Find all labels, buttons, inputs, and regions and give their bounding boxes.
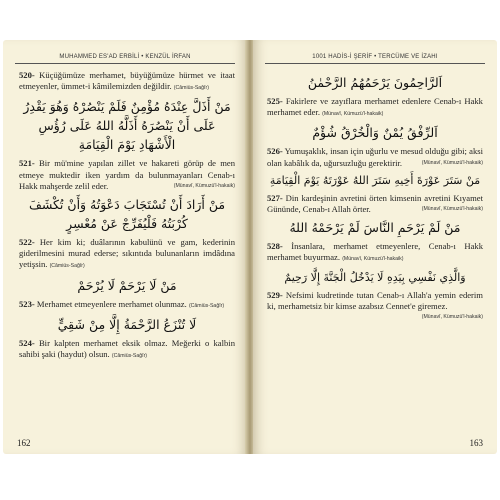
right-page — [253, 40, 497, 454]
left-page — [3, 40, 247, 454]
hadith-text: Yumuşaklık, insan için uğurlu ve mesud olduğu gibi; aksi olan kabâlık da, uğursuzluğu gerektirir. — [267, 146, 483, 168]
hadith-text: Nefsimi kudretinde tutan Cenab-ı Allah'a yemin ederim ki, merhametsiz bir kimse azabsız Cennet'e giremez. — [267, 289, 483, 311]
hadith-number: 525- — [267, 96, 283, 106]
hadith-527 — [267, 193, 483, 215]
hadith-text: Bir kalpten merhamet eksik olmaz. Meğerki o kalbin sahibi şaki (haydut) olsun. — [19, 337, 235, 360]
hadith-source: (Münavî, Kümuzü'l-hakaik) — [421, 314, 483, 321]
left-page-body — [19, 70, 235, 364]
hadith-source: (Münavî, Kümuzü'l-hakaik) — [342, 256, 404, 263]
hadith-number: 524- — [19, 337, 35, 348]
hadith-525 — [267, 96, 483, 120]
hadith-number: 529- — [267, 289, 283, 300]
hadith-source: (Câmiüs-Sağîr) — [188, 302, 225, 309]
hadith-number: 521- — [19, 158, 35, 169]
hadith-number: 523- — [19, 298, 35, 309]
hadith-text: Din kardeşinin avretini örten kimsenin avretini Kıyamet Gününde, Cenab-ı Allah örter. — [267, 192, 483, 215]
hadith-source: (Münavî, Kümuzü'l-hakaik) — [421, 206, 483, 213]
hadith-number: 522- — [19, 237, 35, 248]
right-page-header: 1001 HADİS-İ ŞERİF • TERCÜME VE İZAHI — [312, 54, 438, 60]
hadith-text: Fakirlere ve zayıflara merhamet edenlere Cenab-ı Hakk merhamet eder. — [267, 96, 483, 118]
hadith-number: 526- — [267, 146, 283, 157]
hadith-526 — [267, 146, 483, 168]
arabic-text: وَالَّذِي نَفْسِي بِيَدِهِ لَا يَدْخُلُ الْجَنَّةَ إِلَّا رَحِيمٌ — [284, 270, 466, 284]
hadith-524 — [19, 338, 235, 362]
hadith-source: (Münavî, Kümuzü'l-hakaik) — [173, 182, 235, 189]
arabic-text: مَنْ أَرَادَ أَنْ تُسْتَجَابَ دَعْوَتُهُ وَأَنْ تُكْشَفَ كُرْبَتُهُ فَلْيُفَرِّجْ عَنْ مُعْسِرٍ — [28, 197, 226, 232]
hadith-number: 520- — [19, 70, 35, 80]
arabic-text: مَنْ أَذَلَّ عِنْدَهُ مُؤْمِنٌ فَلَمْ يَنْصُرْهُ وَهُوَ يَقْدِرُ عَلَى أَنْ يَنْصُرَهُ أَذَلَّهُ اللهُ عَلَى رُؤُسِ الْأَشْهَادِ يَوْمَ الْقِيَامَةِ — [23, 99, 231, 153]
arabic-text: اَلرَّاحِمُونَ يَرْحَمُهُمُ الرَّحْمٰنُ — [307, 75, 443, 90]
hadith-number: 528- — [267, 241, 283, 252]
hadith-529 — [267, 289, 483, 321]
page-number: 163 — [469, 438, 483, 448]
hadith-text: İnsanlara, merhamet etmeyenlere, Cenab-ı Hakk merhamet buyurmaz. — [267, 241, 484, 263]
hadith-source: (Câmiüs-Sağîr) — [49, 263, 85, 270]
hadith-523 — [19, 299, 235, 312]
hadith-522 — [19, 237, 235, 273]
hadith-520 — [19, 70, 235, 94]
hadith-521 — [19, 158, 235, 192]
hadith-source: (Münavî, Kümuzü'l-hakaik) — [322, 111, 384, 118]
hadith-number: 527- — [267, 192, 283, 203]
left-page-header: MUHAMMED ES'AD ERBİLİ • KENZÜL İRFAN — [59, 54, 191, 60]
hadith-text: Küçüğümüze merhamet, büyüğümüze hürmet ve itaat etmeyenler, ümmet-i kâmilemizden değildir. — [19, 70, 236, 92]
open-book — [3, 40, 497, 460]
page-number: 162 — [17, 438, 31, 448]
arabic-text: لَا تُنْزَعُ الرَّحْمَةُ إِلَّا مِنْ شَقِيٍّ — [57, 316, 197, 332]
hadith-text: Merhamet etmeyenlere merhamet olunmaz. — [36, 298, 187, 309]
hadith-text: Her kim ki; duâlarının kabulünü ve gam, kederinin giderilmesini murad ederse; sıkıntıda bulunanların imdâdına yetişsin. — [19, 237, 235, 270]
arabic-text: اَلرِّفْقُ يُمْنٌ وَالْخُرْقُ شُؤْمٌ — [312, 125, 438, 141]
arabic-text: مَنْ لَمْ يَرْحَمِ النَّاسَ لَمْ يَرْحَمْهُ اللهُ — [289, 220, 461, 236]
right-header-rule — [265, 63, 485, 64]
right-page-body — [267, 70, 483, 323]
arabic-text: مَنْ سَتَرَ عَوْرَةَ أَخِيهِ سَتَرَ اللهُ عَوْرَتَهُ يَوْمَ الْقِيَامَةِ — [269, 173, 481, 187]
arabic-text: مَنْ لَا يَرْحَمْ لَا يُرْحَمْ — [77, 277, 177, 293]
hadith-text: Bir mü'mine yapılan zillet ve hakareti görüp de men etmeye muktedir iken yardım da bulunmayanları Cenab-ı Hakk mahşerde zelil eder. — [19, 158, 235, 191]
left-header-rule — [15, 63, 235, 64]
hadith-source: (Münavî, Kümuzü'l-hakaik) — [421, 159, 483, 166]
hadith-source: (Câmiüs-Sağîr) — [111, 353, 148, 360]
hadith-source: (Câmiüs-Sağîr) — [173, 85, 209, 92]
hadith-528 — [267, 241, 483, 265]
